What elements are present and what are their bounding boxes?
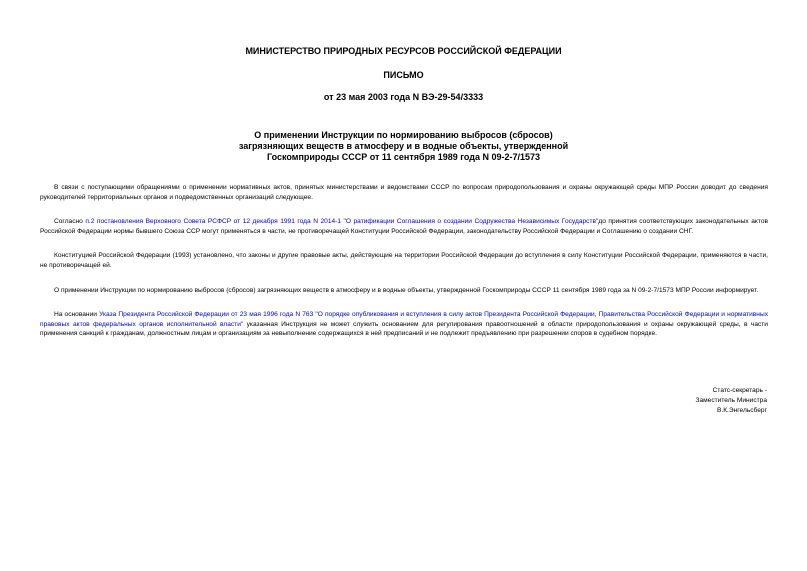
ministry-title: МИНИСТЕРСТВО ПРИРОДНЫХ РЕСУРСОВ РОССИЙСКОЙ ФЕДЕРАЦИИ bbox=[245, 46, 562, 56]
document-date-number: от 23 мая 2003 года N ВЭ-29-54/3333 bbox=[323, 92, 484, 102]
paragraph-decree bbox=[40, 310, 768, 339]
signature-position: Статс-секретарь - bbox=[712, 387, 767, 394]
subject-line: Госкомприроды СССР от 11 сентября 1989 года N 09-2-7/1573 bbox=[267, 152, 540, 162]
document-subject bbox=[0, 130, 807, 163]
document-body bbox=[40, 183, 768, 354]
paragraph-ratification bbox=[40, 217, 768, 236]
resolution-link[interactable]: п.2 постановления Верховного Совета РСФСР от 12 декабря 1991 года N 2014-1 "О ратификации Соглашения о создании Содружества Независимых Государств" bbox=[85, 218, 599, 226]
signature-position: Заместитель Министра bbox=[695, 397, 767, 404]
paragraph-text: до принятия соответствующих законодательных актов Российской Федерации нормы бывшего Союза ССР могут применяться в части, не противоречащей Конституции Российской Федерации, законодательству Российской Федерации и Соглашению о создании СНГ. bbox=[40, 218, 768, 235]
paragraph-text: Согласно bbox=[54, 218, 86, 226]
paragraph-intro: В связи с поступающими обращениями о применении нормативных актов, принятых министерствами и ведомствами СССР по вопросам природопользования и охраны окружающей среды МПР России доводит до сведения руководителей территориальных органов и подведомственных организаций следующее. bbox=[40, 184, 768, 201]
paragraph-text: указанная Инструкция не может служить основанием для регулирования правоотношений в области природопользования и охраны окружающей среды, в части применения санкций к гражданам, должностным лицам и организациям за невыполнение содержащихся в ней предписаний и не подлежит предъявлению при разрешении споров в судебном порядке. bbox=[40, 320, 768, 338]
paragraph-instruction: О применении Инструкции по нормированию выбросов (сбросов) загрязняющих веществ в атмосферу и в водные объекты, утвержденной Госкомприроды СССР 11 сентября 1989 года за N 09-2-7/1573 МПР России информирует. bbox=[54, 286, 759, 294]
paragraph-text: На основании bbox=[54, 311, 100, 319]
signature-name: В.К.Энгельсберг bbox=[716, 407, 767, 414]
subject-line: О применении Инструкции по нормированию выбросов (сбросов) bbox=[254, 130, 553, 140]
paragraph-constitution: Конституцией Российской Федерации (1993) установлено, что законы и другие правовые акты, действующие на территории Российской Федерации до вступления в силу Конституции Российской Федерации, применяются в части, не противоречащей ей. bbox=[40, 252, 768, 269]
decree-link[interactable]: Указа Президента Российской Федерации от 23 мая 1996 года N 763 "О порядке опубликования и вступления в силу актов Президента Российской Федерации, Правительства Российской Федерации и нормативных правовых актов федеральных органов исполнительной власти" bbox=[40, 311, 768, 328]
document-type: ПИСЬМО bbox=[383, 70, 424, 80]
subject-line: загрязняющих веществ в атмосферу и в водные объекты, утвержденной bbox=[238, 141, 569, 151]
signature-block bbox=[695, 386, 767, 416]
